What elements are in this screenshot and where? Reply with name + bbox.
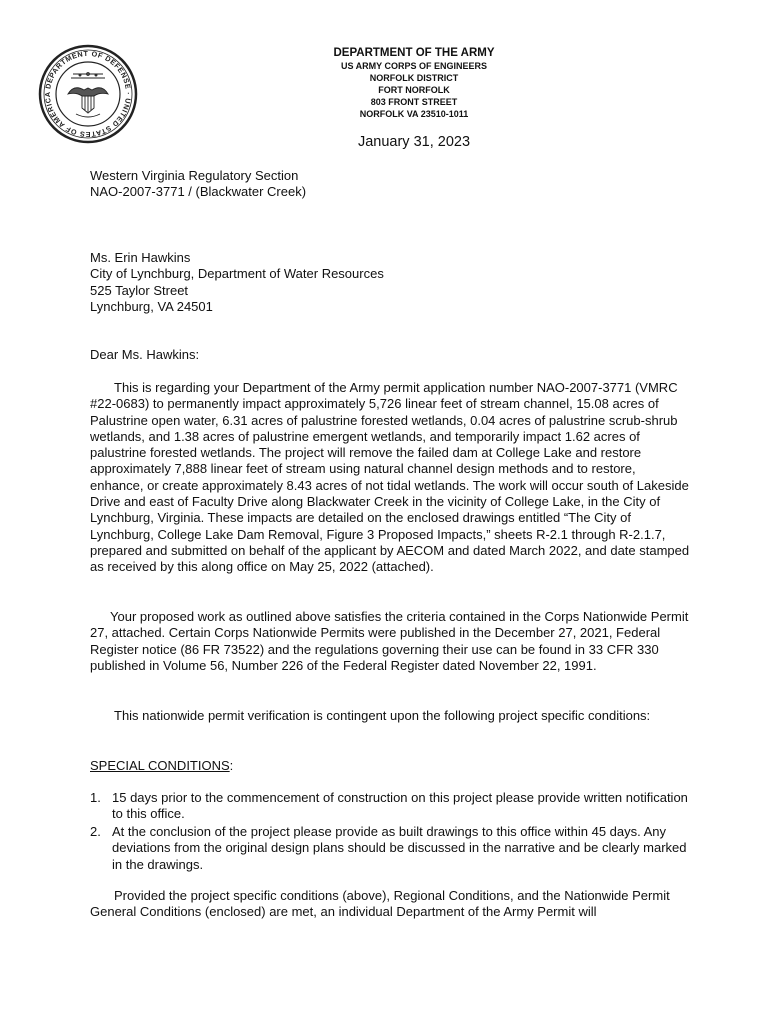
project-number: NAO-2007-3771 / (Blackwater Creek) — [90, 184, 307, 200]
recipient-organization: City of Lynchburg, Department of Water Resources — [90, 266, 384, 282]
letterhead-line: US ARMY CORPS OF ENGINEERS — [340, 61, 488, 71]
recipient-address — [90, 250, 690, 316]
letter-date: January 31, 2023 — [357, 134, 471, 150]
svg-text:DEPARTMENT OF DEFENSE · UNITED: DEPARTMENT OF DEFENSE · UNITED STATES OF AMERICA — [42, 48, 134, 140]
body-paragraph-nationwide-permit: Your proposed work as outlined above satisfies the criteria contained in the Corps Nationwide Permit 27, attached. Certain Corps Nationwide Permits were published in the December 27, 2021, Federal Register notice (86 FR 73522) and the regulations governing their use can be found in 33 CFR 330 published in Volume 56, Number 226 of the Federal Register dated November 22, 1991. — [90, 609, 689, 674]
recipient-street: 525 Taylor Street — [90, 282, 189, 298]
letterhead-line: NORFOLK VA 23510-1011 — [359, 109, 469, 119]
recipient-city: Lynchburg, VA 24501 — [90, 299, 213, 315]
letterhead-line: 803 FRONT STREET — [370, 97, 458, 107]
heading-colon: : — [229, 758, 234, 773]
special-conditions-heading-text: SPECIAL CONDITIONS — [90, 758, 230, 773]
regulatory-section: Western Virginia Regulatory Section — [90, 168, 299, 183]
special-conditions-heading — [90, 758, 233, 773]
list-item — [90, 790, 690, 823]
condition-number: 1. — [90, 790, 101, 805]
letterhead-line: FORT NORFOLK — [378, 85, 450, 95]
seal-emblem — [38, 44, 138, 144]
closing-paragraph: Provided the project specific conditions (above), Regional Conditions, and the Nationwide Permit General Conditions (enclosed) are met, an individual Department of the Army Permit will — [90, 888, 670, 920]
special-conditions-list — [90, 790, 690, 873]
reference-block — [90, 168, 690, 201]
condition-text: 15 days prior to the commencement of construction on this project please provide written notification to this office. — [112, 790, 688, 822]
letterhead-line: NORFOLK DISTRICT — [369, 73, 459, 83]
condition-number: 2. — [90, 823, 101, 839]
recipient-name: Ms. Erin Hawkins — [90, 250, 191, 265]
body-paragraph-permit-application: This is regarding your Department of the Army permit application number NAO-2007-3771 (VMRC #22-0683) to permanently impact approximately 5,726 linear feet of stream channel, 15.08 acres of Palustrine open water, 6.31 acres of palustrine forested wetlands, 0.04 acres of palustrine scrub-shrub wetlands, and 1.38 acres of palustrine emergent wetlands, and temporarily impact 1.62 acres of palustrine forested wetlands. The project will remove the failed dam at College Lake and restore approximately 7,888 linear feet of stream using natural channel design methods and to restore, enhance, or create approximately 8.43 acres of not tidal wetlands. The work will occur south of Lakeside Drive and east of Faculty Drive along Blackwater Creek in the vicinity of College Lake, in the City of Lynchburg, Virginia. These impacts are detailed on the enclosed drawings entitled “The City of Lynchburg, College Lake Dam Removal, Figure 3 Proposed Impacts,” sheets R-2.1 through R-2.1.7, prepared and submitted on behalf of the applicant by AECOM and dated March 2022, and date stamped as received by this along office on May 25, 2022 (attached). — [90, 380, 690, 575]
salutation: Dear Ms. Hawkins: — [90, 347, 200, 362]
department-of-defense-seal — [38, 44, 138, 144]
list-item — [90, 824, 690, 873]
department-name: DEPARTMENT OF THE ARMY — [333, 47, 495, 59]
body-paragraph-conditions-intro: This nationwide permit verification is contingent upon the following project specific conditions: — [114, 708, 651, 723]
letterhead — [232, 46, 596, 120]
condition-text: At the conclusion of the project please provide as built drawings to this office within 45 days. Any deviations from the original design plans should be discussed in the narrative and be clearly marked in the drawings. — [112, 823, 687, 872]
